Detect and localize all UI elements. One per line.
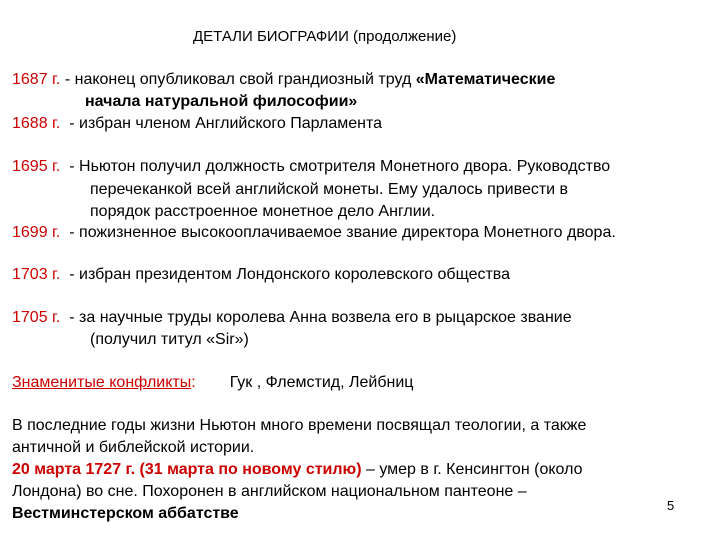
event-1699 — [12, 223, 616, 242]
event-year: 1688 г. — [12, 115, 61, 132]
event-text: - избран членом Английского Парламента — [69, 115, 382, 132]
event-text: наконец опубликовал свой грандиозный труд — [74, 71, 416, 88]
final-paragraph-line: В последние годы жизни Ньютон много времени посвящал теологии, а также — [12, 417, 587, 434]
event-text: - пожизненное высокооплачиваемое звание директора Монетного двора. — [69, 224, 616, 241]
event-1703 — [12, 265, 510, 284]
event-1688 — [12, 114, 382, 133]
conflicts-colon: : — [191, 374, 196, 391]
event-1705 — [12, 308, 572, 327]
death-text: – умер в г. Кенсингтон (около — [361, 461, 583, 478]
event-year: 1695 г. — [12, 158, 61, 175]
event-year: 1703 г. — [12, 266, 61, 283]
conflicts-names: Гук , Флемстид, Лейбниц — [229, 374, 414, 391]
death-line — [12, 460, 582, 479]
event-year: 1687 г. — [12, 71, 61, 88]
final-paragraph-line: Лондона) во сне. Похоронен в английском национальном пантеоне – — [12, 483, 527, 500]
event-text: - Ньютон получил должность смотрителя Монетного двора. Руководство — [69, 158, 611, 175]
event-text: - избран президентом Лондонского королевского общества — [69, 266, 511, 283]
event-text: - за научные труды королева Анна возвела его в рыцарское звание — [69, 309, 572, 326]
event-1687 — [12, 70, 555, 89]
event-book-title: «Математические — [415, 71, 556, 88]
event-book-title-cont: начала натуральной философии» — [85, 93, 358, 110]
event-text-cont: порядок расстроенное монетное дело Англии. — [90, 203, 436, 220]
death-date: 20 марта 1727 г. (31 марта по новому стилю) — [12, 461, 362, 478]
event-year: 1705 г. — [12, 309, 61, 326]
event-text-cont: (получил титул «Sir») — [90, 331, 249, 348]
conflicts-row — [12, 373, 413, 392]
event-year: 1699 г. — [12, 224, 61, 241]
conflicts-label: Знаменитые конфликты — [12, 374, 192, 391]
event-text-cont: перечеканкой всей английской монеты. Ему удалось привести в — [90, 181, 569, 198]
event-dash: - — [64, 71, 75, 88]
page-title: ДЕТАЛИ БИОГРАФИИ (продолжение) — [193, 28, 457, 45]
event-1695 — [12, 157, 610, 176]
final-paragraph-line: античной и библейской истории. — [12, 439, 255, 456]
burial-place: Вестминстерском аббатстве — [12, 505, 239, 522]
page-number: 5 — [667, 498, 675, 513]
